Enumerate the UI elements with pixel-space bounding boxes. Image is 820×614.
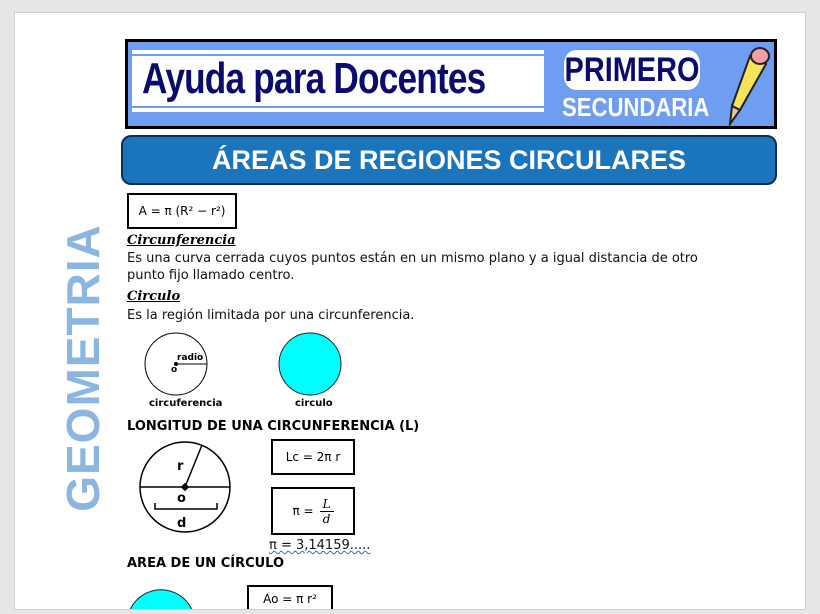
circle-area-formula: Ao = π r² (247, 585, 333, 610)
circulo-text: Es la región limitada por una circunferencia. (127, 308, 415, 323)
r-label: r (177, 459, 184, 474)
brand-title: Ayuda para Docentes (142, 54, 486, 103)
center-label: o (171, 365, 178, 375)
document-page (14, 12, 806, 610)
grade-label: PRIMERO (564, 51, 700, 89)
circumference-figure (143, 331, 213, 401)
d-label: d (177, 516, 187, 531)
radio-label: radio (177, 353, 204, 363)
area-disk-figure (125, 581, 197, 610)
numerator: L (320, 497, 334, 512)
pi-formula (271, 487, 355, 535)
denominator: d (322, 511, 331, 526)
disk-figure (277, 331, 343, 397)
o-label: o (177, 491, 186, 506)
side-label: GEOMETRIA (57, 224, 109, 512)
pencil-icon (720, 44, 770, 126)
page-title: ÁREAS DE REGIONES CIRCULARES (121, 135, 777, 185)
ring-area-formula: A = π (R² − r²) (127, 193, 237, 229)
circunferencia-heading: Circunferencia (127, 233, 236, 248)
longitud-heading: LONGITUD DE UNA CIRCUNFERENCIA (L) (127, 419, 420, 434)
circ-caption: circuferencia (149, 398, 223, 409)
pi-lhs: π = (292, 504, 314, 518)
diameter-figure (137, 441, 237, 533)
pi-value: π = 3,14159..... (269, 538, 371, 553)
circumference-formula: Lc = 2π r (271, 439, 355, 475)
circulo-heading: Circulo (127, 289, 181, 304)
level-label: SECUNDARIA (562, 92, 710, 122)
area-heading: AREA DE UN CÍRCULO (127, 556, 285, 571)
fraction (320, 497, 334, 526)
disk-caption: circulo (295, 398, 333, 409)
header-banner (125, 39, 777, 129)
circunferencia-text: Es una curva cerrada cuyos puntos están en un mismo plano y a igual distancia de otro punto fijo llamado centro. (127, 251, 698, 283)
